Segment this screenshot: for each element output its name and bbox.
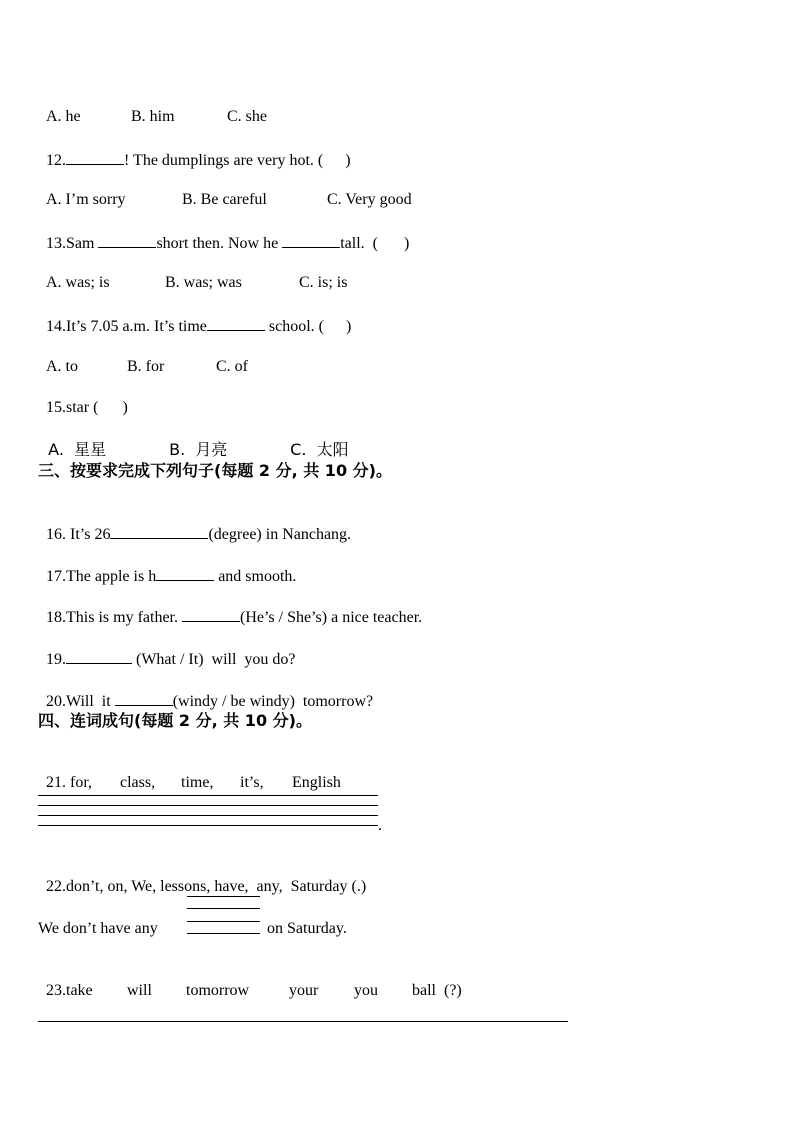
q15-option-b: B. 月亮: [169, 440, 228, 459]
q14-number: 14.: [46, 318, 66, 335]
q13-part1: Sam: [66, 235, 95, 252]
q15-question: [38, 378, 128, 418]
q20-question: [38, 670, 373, 712]
q19-question: [38, 628, 296, 670]
q21-answer-line[interactable]: [38, 795, 378, 796]
q19-number: 19.: [46, 651, 66, 668]
q15-number: 15.: [46, 399, 66, 416]
section-3-heading: 三、按要求完成下列句子(每题 2 分, 共 10 分)。: [38, 461, 392, 480]
q22-answer-line[interactable]: [187, 896, 260, 897]
q22-sentence-end: on Saturday.: [267, 920, 347, 937]
q12-blank[interactable]: [66, 149, 124, 165]
q12-question: [38, 129, 351, 171]
q15-option-a: A. 星星: [48, 440, 107, 459]
q22-answer-line[interactable]: [187, 933, 260, 934]
q12-text: ! The dumplings are very hot. (: [124, 152, 324, 169]
q14-part1: It’s 7.05 a.m. It’s time: [66, 318, 207, 335]
q19-blank[interactable]: [66, 648, 132, 664]
q19-part2: (What / It) will you do?: [136, 651, 296, 668]
q15-options: [38, 420, 349, 460]
q12-options: [38, 170, 412, 210]
q20-blank[interactable]: [115, 690, 173, 706]
q22-answer-line[interactable]: [187, 921, 260, 922]
q21-number: 21.: [46, 774, 66, 791]
q22-question: [38, 857, 366, 897]
q18-question: [38, 586, 422, 628]
q14-question: [38, 295, 351, 337]
q15-text: star (: [66, 399, 99, 416]
q11-option-c: C. she: [227, 108, 267, 125]
q20-number: 20.: [46, 693, 66, 710]
q23-word: take: [66, 982, 93, 999]
q17-number: 17.: [46, 568, 66, 585]
q12-option-c: C. Very good: [327, 191, 412, 208]
q14-part2: school. (: [268, 318, 324, 335]
q16-part1: It’s 26: [70, 526, 111, 543]
q17-blank[interactable]: [156, 565, 214, 581]
q13-close: ): [403, 235, 410, 252]
q14-option-a: A. to: [46, 358, 78, 375]
q13-part2: short then. Now he: [156, 235, 279, 252]
q17-part1: The apple is h: [66, 568, 157, 585]
q16-blank[interactable]: [110, 523, 208, 539]
q13-blank-1[interactable]: [98, 232, 156, 248]
q14-option-b: B. for: [127, 358, 165, 375]
q16-question: [38, 503, 351, 545]
q13-option-c: C. is; is: [299, 274, 348, 291]
q12-close: ): [345, 152, 351, 169]
q20-part1: Will it: [66, 693, 111, 710]
q22-sentence-start: We don’t have any: [38, 920, 158, 937]
q23-word: you: [354, 982, 378, 999]
q13-option-a: A. was; is: [46, 274, 110, 291]
q23-word: tomorrow: [186, 982, 250, 999]
q23-answer-line[interactable]: [38, 1021, 568, 1022]
q21-word: time,: [181, 774, 214, 791]
q14-option-c: C. of: [216, 358, 248, 375]
q14-options: [38, 337, 248, 377]
q15-option-c: C. 太阳: [290, 440, 349, 459]
q21-answer-line[interactable]: [38, 805, 378, 806]
q23-word: your: [289, 982, 319, 999]
q14-close: ): [345, 318, 352, 335]
q13-option-b: B. was; was: [165, 274, 242, 291]
q21-end-period: .: [378, 817, 382, 834]
q21-answer-line[interactable]: [38, 815, 378, 816]
q13-options: [38, 253, 347, 293]
q21-word: class,: [120, 774, 156, 791]
q23-number: 23.: [46, 982, 66, 999]
q21-word: English: [292, 774, 341, 791]
q18-part2: (He’s / She’s) a nice teacher.: [239, 609, 423, 626]
q21-question: [38, 753, 341, 793]
q23-question: [38, 961, 462, 1001]
q12-number: 12.: [46, 152, 66, 169]
q21-word: it’s,: [240, 774, 264, 791]
q13-blank-2[interactable]: [282, 232, 340, 248]
q11-option-b: B. him: [131, 108, 175, 125]
q12-option-a: A. I’m sorry: [46, 191, 126, 208]
q22-number: 22.: [46, 878, 66, 895]
q18-blank[interactable]: [182, 606, 240, 622]
q13-question: [38, 212, 409, 254]
q18-part1: This is my father.: [66, 609, 178, 626]
q11-option-a: A. he: [46, 108, 81, 125]
q13-number: 13.: [46, 235, 66, 252]
q23-word: will: [127, 982, 152, 999]
q16-number: 16.: [46, 526, 66, 543]
q21-word: for,: [70, 774, 93, 791]
q23-word: ball (?): [412, 982, 462, 999]
q14-blank[interactable]: [207, 315, 265, 331]
q22-words: don’t, on, We, lessons, have, any, Saturday (.): [66, 878, 367, 895]
section-4-heading: 四、连词成句(每题 2 分, 共 10 分)。: [38, 711, 312, 730]
q12-option-b: B. Be careful: [182, 191, 267, 208]
q17-part2: and smooth.: [218, 568, 297, 585]
q13-part3: tall. (: [340, 235, 378, 252]
q20-part2: (windy / be windy) tomorrow?: [172, 693, 374, 710]
q18-number: 18.: [46, 609, 66, 626]
q22-answer-line[interactable]: [187, 908, 260, 909]
q11-options: [38, 87, 267, 127]
q21-answer-line[interactable]: [38, 825, 378, 826]
q15-close: ): [122, 399, 128, 416]
q16-part2: (degree) in Nanchang.: [208, 526, 352, 543]
q17-question: [38, 545, 296, 587]
